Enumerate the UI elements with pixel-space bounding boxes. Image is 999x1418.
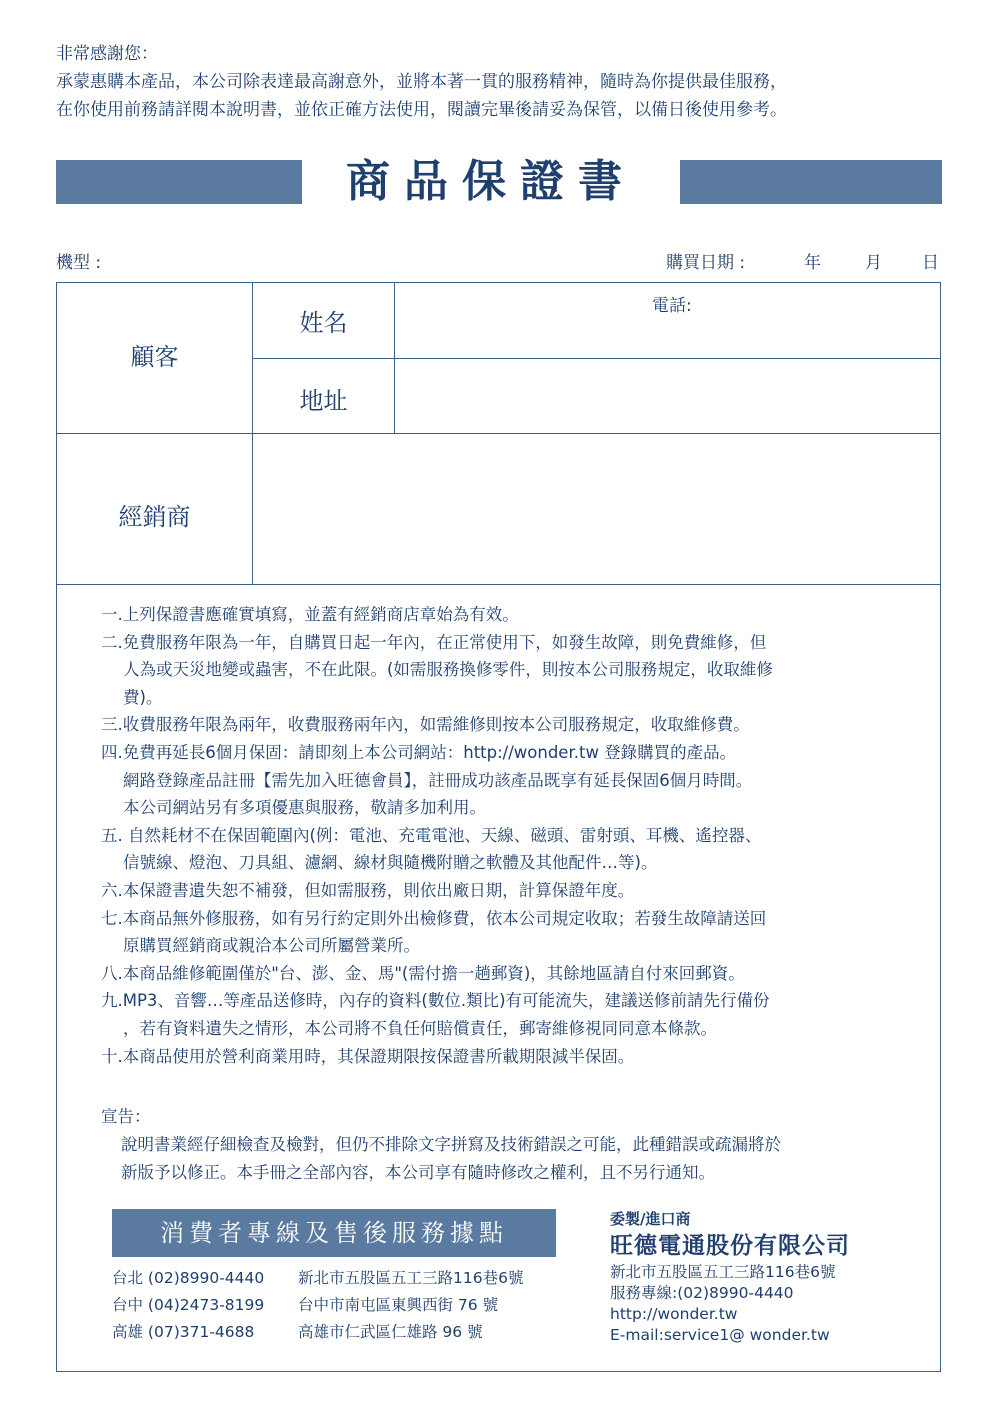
- term-5: 五. 自然耗材不在保固範圍內(例：電池、充電電池、天線、磁頭、雷射頭、耳機、遙控器、: [101, 825, 762, 845]
- divider-name-row: [252, 358, 941, 359]
- branch-row: [112, 1319, 523, 1346]
- notice-line-2: 新版予以修正。本手冊之全部內容，本公司享有隨時修改之權利，且不另行通知。: [121, 1163, 715, 1182]
- branch-phone: 台中 (04)2473-8199: [112, 1296, 265, 1314]
- maker-website[interactable]: http://wonder.tw: [610, 1305, 738, 1323]
- company-name: 旺德電通股份有限公司: [610, 1233, 850, 1259]
- maker-address: 新北市五股區五工三路116巷6號: [610, 1263, 836, 1281]
- branch-address: 高雄市仁武區仁雄路 96 號: [298, 1323, 483, 1341]
- maker-hotline: 服務專線:(02)8990-4440: [610, 1284, 794, 1302]
- page-title: 商品保證書: [346, 156, 636, 207]
- day-label: 日: [922, 253, 939, 273]
- branch-phone: 台北 (02)8990-4440: [112, 1269, 265, 1287]
- term-5-cont: 信號線、燈泡、刀具組、濾網、線材與隨機附贈之軟體及其他配件…等)。: [123, 853, 658, 873]
- branch-row: [112, 1265, 523, 1292]
- dealer-label: 經銷商: [118, 503, 191, 531]
- term-6: 六.本保證書遺失恕不補發，但如需服務，則依出廠日期，計算保證年度。: [101, 880, 635, 900]
- warranty-form: [56, 282, 941, 1372]
- title-banner: [56, 156, 942, 207]
- service-banner: 消費者專線及售後服務據點: [112, 1209, 556, 1257]
- address-label: 地址: [299, 387, 348, 415]
- name-label: 姓名: [299, 309, 348, 337]
- maker-label: 委製/進口商: [610, 1210, 691, 1228]
- notice-section: [101, 1103, 931, 1187]
- term-2: 二.免費服務年限為一年，自購買日起一年內，在正常使用下，如發生故障，則免費維修，但: [101, 632, 767, 652]
- divider-dealer-row: [57, 584, 941, 585]
- intro-line-2: 在你使用前務請詳閱本說明書，並依正確方法使用，閱讀完畢後請妥為保管，以備日後使用參考。: [56, 100, 787, 120]
- term-4: 四.免費再延長6個月保固：請即刻上本公司網站：http://wonder.tw 登錄購買的產品。: [101, 742, 737, 762]
- branch-address: 新北市五股區五工三路116巷6號: [298, 1269, 524, 1287]
- maker-info: [610, 1209, 850, 1346]
- maker-email[interactable]: E-mail:service1@ wonder.tw: [610, 1326, 830, 1344]
- customer-label: 顧客: [130, 343, 179, 371]
- year-label: 年: [804, 253, 821, 273]
- branch-row: [112, 1292, 523, 1319]
- term-4-cont: 本公司網站另有多項優惠與服務，敬請多加利用。: [123, 798, 486, 818]
- intro-text: [56, 40, 787, 124]
- term-7: 七.本商品無外修服務，如有另行約定則外出檢修費，依本公司規定收取；若發生故障請送回: [101, 908, 767, 928]
- divider-customer-row: [57, 433, 941, 434]
- term-7-cont: 原購買經銷商或親洽本公司所屬營業所。: [123, 936, 420, 956]
- intro-line-1: 承蒙惠購本產品，本公司除表達最高謝意外，並將本著一貫的服務精神，隨時為你提供最佳服務，: [56, 72, 787, 92]
- term-3: 三.收費服務年限為兩年，收費服務兩年內，如需維修則按本公司服務規定，收取維修費。: [101, 715, 750, 735]
- intro-greeting: 非常感謝您：: [56, 44, 158, 64]
- term-8: 八.本商品維修範圍僅於"台、澎、金、馬"(需付擔一趟郵資)，其餘地區請自付來回郵資。: [101, 963, 745, 983]
- notice-heading: 宣告：: [101, 1107, 151, 1126]
- phone-label: 電話:: [652, 296, 692, 316]
- branch-phone: 高雄 (07)371-4688: [112, 1323, 255, 1341]
- term-10: 十.本商品使用於營利商業用時，其保證期限按保證書所載期限減半保固。: [101, 1046, 635, 1066]
- purchase-date-label: 購買日期 :: [666, 253, 746, 273]
- branch-list: [112, 1265, 523, 1346]
- terms-list: [101, 601, 931, 1070]
- month-label: 月: [865, 253, 882, 273]
- notice-line-1: 說明書業經仔細檢查及檢對，但仍不排除文字拼寫及技術錯誤之可能，此種錯誤或疏漏將於: [121, 1135, 781, 1154]
- term-4-cont: 網路登錄產品註冊【需先加入旺德會員】，註冊成功該產品既享有延長保固6個月時間。: [123, 770, 753, 790]
- title-bar-left: [56, 160, 302, 204]
- term-9: 九.MP3、音響…等產品送修時，內存的資料(數位.類比)有可能流失，建議送修前請先行備份: [101, 991, 770, 1011]
- term-9-cont: ，若有資料遺失之情形，本公司將不負任何賠償責任，郵寄維修視同同意本條款。: [123, 1018, 717, 1038]
- model-label: 機型 :: [56, 253, 102, 273]
- term-2-cont: 人為或天災地變或蟲害，不在此限。(如需服務換修零件，則按本公司服務規定，收取維修: [123, 660, 773, 680]
- term-1: 一.上列保證書應確實填寫，並蓋有經銷商店章始為有效。: [101, 605, 519, 624]
- title-bar-right: [680, 160, 942, 204]
- term-2-cont: 費)。: [123, 687, 163, 707]
- branch-address: 台中市南屯區東興西街 76 號: [298, 1296, 499, 1314]
